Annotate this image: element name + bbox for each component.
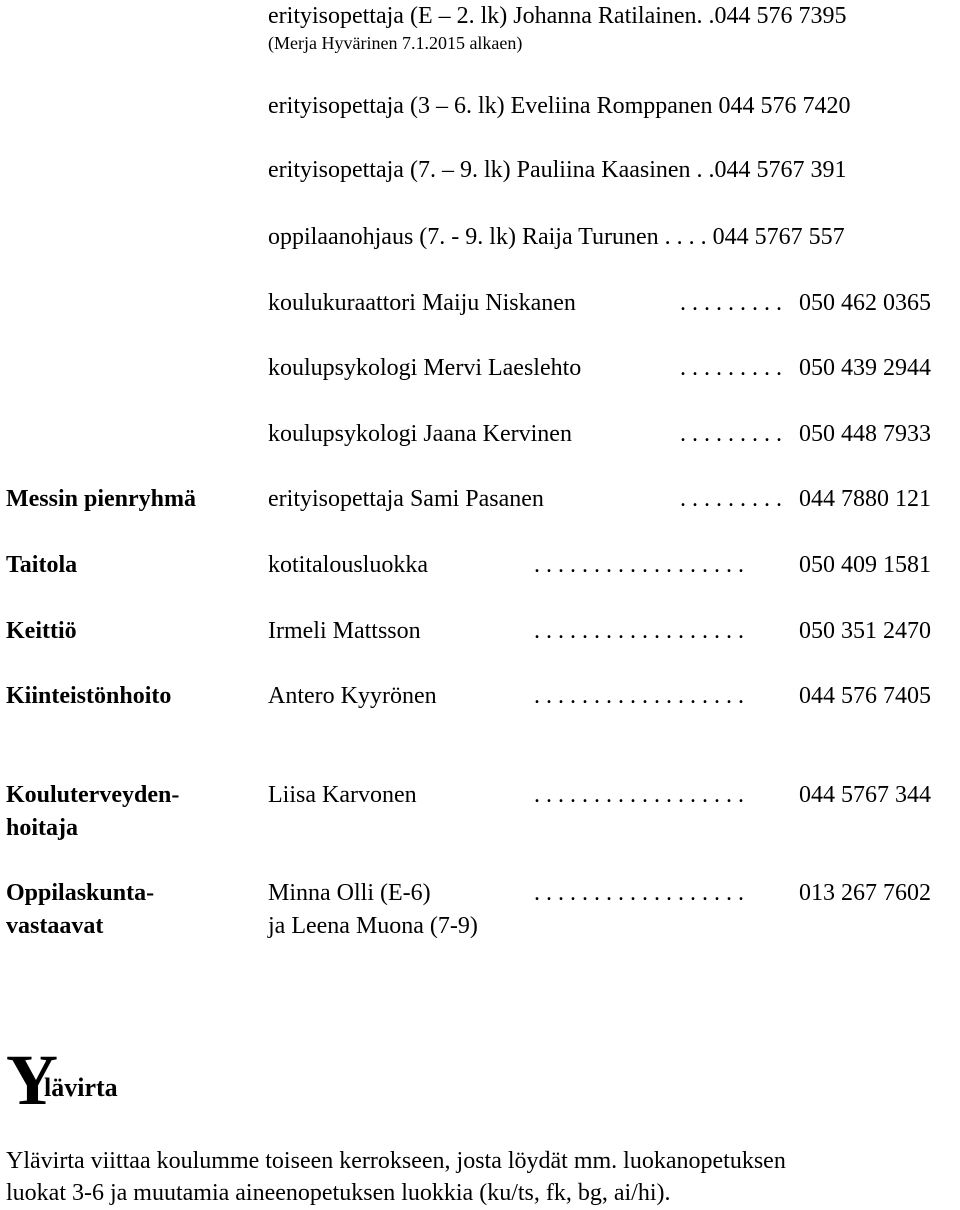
leader-dots: . . . . . . . . . . . . . . . . . . bbox=[534, 618, 744, 644]
contact-row bbox=[0, 287, 960, 319]
contact-row bbox=[0, 0, 960, 32]
contact-note-row bbox=[0, 30, 960, 56]
contact-phone: 050 351 2470 bbox=[799, 618, 931, 644]
contact-row bbox=[0, 549, 960, 581]
unit-label: Kiinteistönhoito bbox=[6, 683, 172, 709]
contact-name: Antero Kyyrönen bbox=[268, 683, 437, 709]
leader-dots: . . . . . . . . . bbox=[680, 355, 782, 381]
contact-row bbox=[0, 615, 960, 647]
section-paragraph-line: luokat 3-6 ja muutamia aineenopetuksen luokkia (ku/ts, fk, bg, ai/hi). bbox=[6, 1180, 671, 1206]
contact-phone: 050 439 2944 bbox=[799, 355, 931, 381]
contact-phone: 044 576 7405 bbox=[799, 683, 931, 709]
contact-phone: 044 5767 344 bbox=[799, 782, 931, 808]
contact-row bbox=[0, 352, 960, 384]
leader-dots: . . . . . . . . . bbox=[680, 486, 782, 512]
unit-label: Oppilaskunta- bbox=[6, 880, 155, 906]
unit-label-continued: vastaavat bbox=[6, 913, 104, 939]
leader-dots: . . . . . . . . . bbox=[680, 290, 782, 316]
contact-name: Minna Olli (E-6) bbox=[268, 880, 431, 906]
contact-text: oppilaanohjaus (7. - 9. lk) Raija Turunen . . . . 044 5767 557 bbox=[268, 224, 845, 250]
contact-note: (Merja Hyvärinen 7.1.2015 alkaen) bbox=[268, 33, 523, 53]
heading-initial: Y bbox=[6, 1040, 58, 1120]
unit-label: Taitola bbox=[6, 552, 78, 578]
unit-label-continued: hoitaja bbox=[6, 815, 78, 841]
contact-row bbox=[0, 418, 960, 450]
leader-dots: . . . . . . . . . . . . . . . . . . bbox=[534, 683, 744, 709]
leader-dots: . . . . . . . . . . . . . . . . . . bbox=[534, 782, 744, 808]
contact-row bbox=[0, 90, 960, 122]
contact-row bbox=[0, 877, 960, 909]
contact-row-continued bbox=[0, 812, 960, 844]
contact-row-continued bbox=[0, 910, 960, 942]
contact-phone: 050 462 0365 bbox=[799, 290, 931, 316]
contact-row bbox=[0, 483, 960, 515]
contact-phone: 050 409 1581 bbox=[799, 552, 931, 578]
heading-rest: lävirta bbox=[44, 1073, 118, 1102]
leader-dots: . . . . . . . . . . . . . . . . . . bbox=[534, 552, 744, 578]
contact-name: Irmeli Mattsson bbox=[268, 618, 421, 644]
contact-phone: 013 267 7602 bbox=[799, 880, 931, 906]
contact-name-continued: ja Leena Muona (7-9) bbox=[268, 913, 478, 939]
contact-name: Liisa Karvonen bbox=[268, 782, 417, 808]
contact-row bbox=[0, 154, 960, 186]
unit-label: Keittiö bbox=[6, 618, 77, 644]
unit-label: Kouluterveyden- bbox=[6, 782, 180, 808]
contact-text: erityisopettaja (7. – 9. lk) Pauliina Kaasinen . .044 5767 391 bbox=[268, 157, 847, 183]
contact-phone: 050 448 7933 bbox=[799, 421, 931, 447]
leader-dots: . . . . . . . . . . . . . . . . . . bbox=[534, 880, 744, 906]
contact-text: erityisopettaja (3 – 6. lk) Eveliina Romppanen 044 576 7420 bbox=[268, 93, 851, 119]
leader-dots: . . . . . . . . . bbox=[680, 421, 782, 447]
contact-phone: 044 7880 121 bbox=[799, 486, 931, 512]
contact-row bbox=[0, 221, 960, 253]
contact-text: erityisopettaja (E – 2. lk) Johanna Ratilainen. .044 576 7395 bbox=[268, 3, 847, 29]
contact-name: koulupsykologi Jaana Kervinen bbox=[268, 421, 572, 447]
section-paragraph-line: Ylävirta viittaa koulumme toiseen kerrokseen, josta löydät mm. luokanopetuksen bbox=[6, 1148, 786, 1174]
contact-row bbox=[0, 779, 960, 811]
contact-name: erityisopettaja Sami Pasanen bbox=[268, 486, 544, 512]
contact-row bbox=[0, 680, 960, 712]
unit-label: Messin pienryhmä bbox=[6, 486, 197, 512]
contact-name: kotitalousluokka bbox=[268, 552, 428, 578]
contact-name: koulupsykologi Mervi Laeslehto bbox=[268, 355, 582, 381]
contact-name: koulukuraattori Maiju Niskanen bbox=[268, 290, 576, 316]
